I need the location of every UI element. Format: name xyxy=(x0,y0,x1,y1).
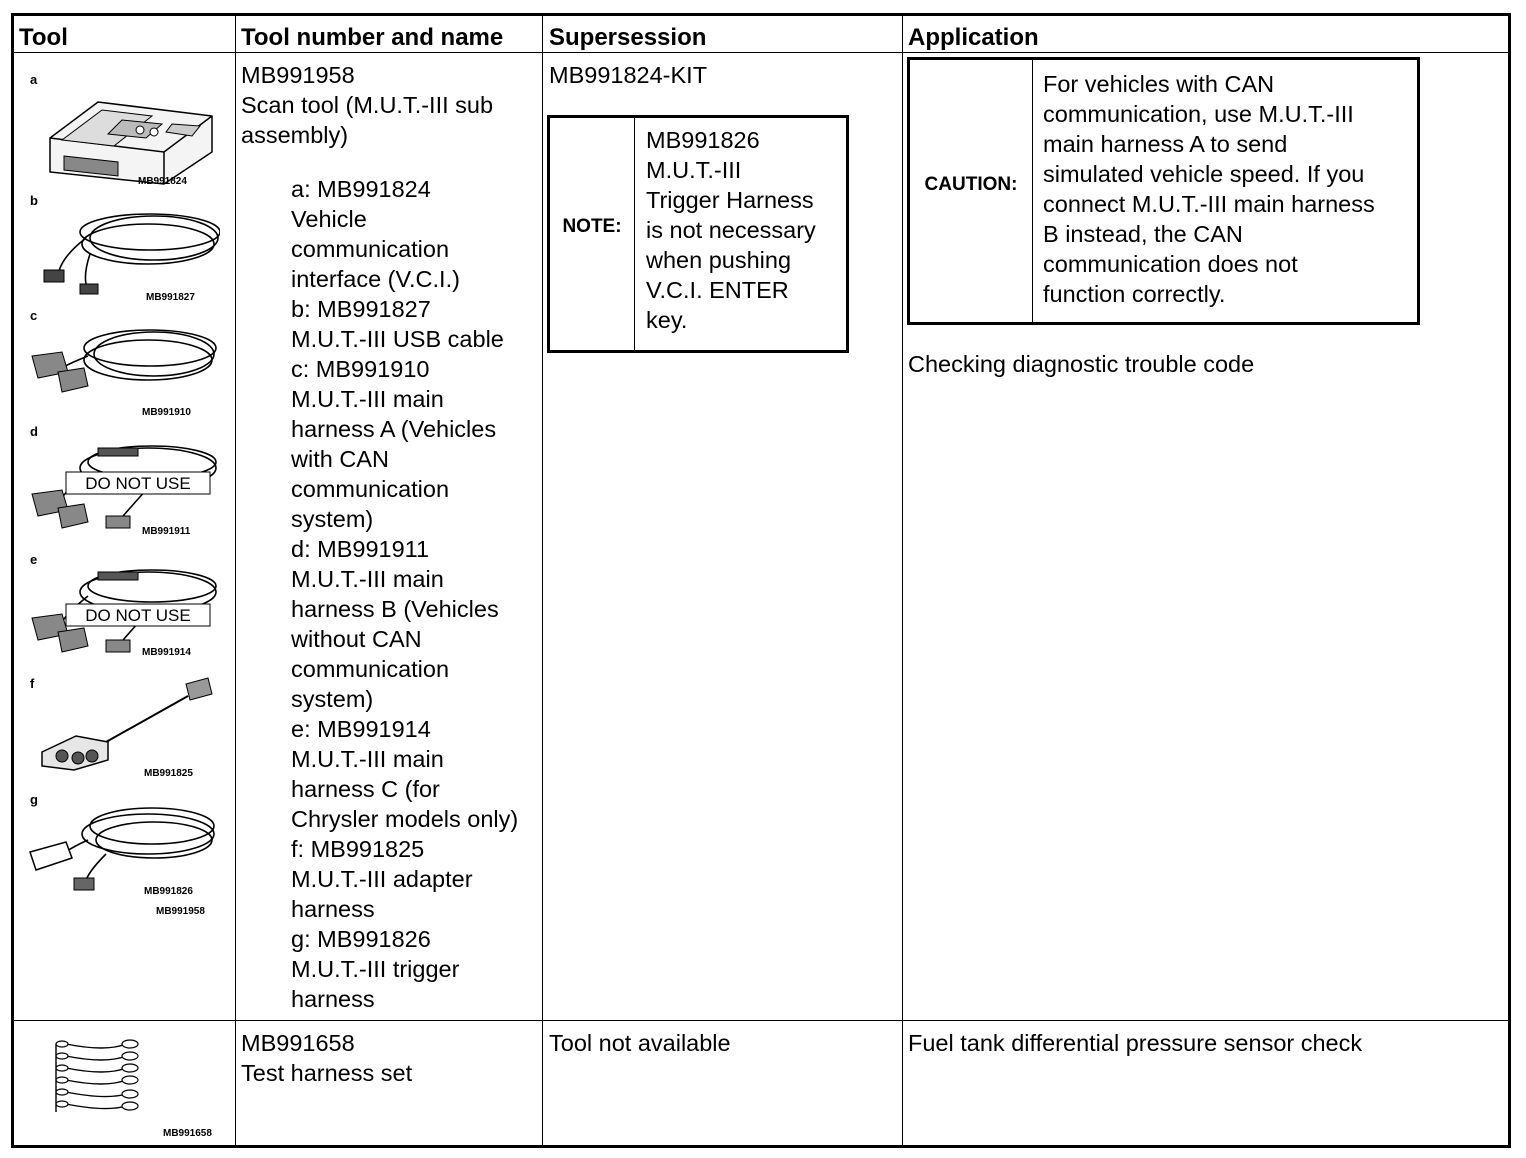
component-line: without CAN xyxy=(291,626,422,652)
note-text xyxy=(646,125,816,335)
component-line: d: MB991911 xyxy=(291,536,430,562)
adapter-harness-image xyxy=(36,672,216,772)
application-value: Fuel tank differential pressure sensor check xyxy=(908,1030,1363,1056)
tool-number: MB991658 xyxy=(241,1030,355,1056)
component-line: system) xyxy=(291,506,374,532)
component-line: interface (V.C.I.) xyxy=(291,266,460,292)
illustration-letter: a xyxy=(30,72,38,87)
component-line: b: MB991827 xyxy=(291,296,431,322)
caution-line: For vehicles with CAN xyxy=(1043,71,1275,97)
part-number-label: MB991826 xyxy=(144,886,193,897)
row-divider xyxy=(14,1020,1508,1021)
component-line: harness xyxy=(291,986,375,1012)
do-not-use-label: DO NOT USE xyxy=(85,474,191,493)
caution-line: function correctly. xyxy=(1043,281,1226,307)
caution-line: simulated vehicle speed. If you xyxy=(1043,161,1365,187)
do-not-use-label: DO NOT USE xyxy=(85,606,191,625)
column-divider xyxy=(542,16,543,1145)
tool-number-name-cell xyxy=(241,60,541,1014)
part-number-label: MB991827 xyxy=(146,292,195,303)
caution-line: connect M.U.T.-III main harness xyxy=(1043,191,1375,217)
column-divider xyxy=(235,16,236,1145)
tool-number: MB991958 xyxy=(241,62,355,88)
component-line: g: MB991826 xyxy=(291,926,431,952)
tool-name: Test harness set xyxy=(241,1060,413,1086)
note-line: MB991826 xyxy=(646,127,760,153)
illustration-letter: g xyxy=(30,792,38,807)
illustration-letter: c xyxy=(30,308,38,323)
header-tool-number-name: Tool number and name xyxy=(241,24,504,51)
header-tool: Tool xyxy=(19,24,68,51)
column-divider xyxy=(902,16,903,1145)
application-value: Checking diagnostic trouble code xyxy=(908,351,1255,377)
caution-line: communication, use M.U.T.-III xyxy=(1043,101,1354,127)
part-number-label: MB991658 xyxy=(163,1128,212,1139)
main-harness-b-image xyxy=(28,432,220,532)
note-box xyxy=(547,115,849,353)
caution-divider xyxy=(1032,60,1033,322)
main-harness-c-image xyxy=(28,556,220,656)
header-divider xyxy=(14,52,1508,53)
component-line: f: MB991825 xyxy=(291,836,425,862)
component-line: M.U.T.-III USB cable xyxy=(291,326,504,352)
supersession-value: Tool not available xyxy=(549,1030,731,1056)
component-line: communication xyxy=(291,236,450,262)
tool-name-line: Scan tool (M.U.T.-III sub xyxy=(241,92,494,118)
header-application: Application xyxy=(908,24,1039,51)
part-number-label: MB991914 xyxy=(142,647,191,658)
part-number-label: MB991825 xyxy=(144,768,193,779)
component-line: M.U.T.-III main xyxy=(291,746,444,772)
component-line: Vehicle xyxy=(291,206,367,232)
header-supersession: Supersession xyxy=(549,24,707,51)
component-line: communication xyxy=(291,656,450,682)
caution-box xyxy=(907,57,1420,325)
component-line: communication xyxy=(291,476,450,502)
tool-table xyxy=(11,13,1511,1148)
part-number-label: MB991911 xyxy=(142,526,191,537)
component-line: harness xyxy=(291,896,375,922)
supersession-value: MB991824-KIT xyxy=(549,62,708,88)
caution-line: communication does not xyxy=(1043,251,1298,277)
note-label: NOTE: xyxy=(562,216,622,237)
note-line: Trigger Harness xyxy=(646,187,814,213)
component-line: e: MB991914 xyxy=(291,716,431,742)
note-divider xyxy=(634,118,635,350)
usb-cable-image xyxy=(30,198,220,298)
caution-line: main harness A to send xyxy=(1043,131,1288,157)
part-number-label: MB991824 xyxy=(138,176,187,187)
component-line: Chrysler models only) xyxy=(291,806,519,832)
test-harness-set-image xyxy=(46,1034,176,1134)
caution-line: B instead, the CAN xyxy=(1043,221,1243,247)
component-line: M.U.T.-III main xyxy=(291,566,444,592)
component-line: harness C (for xyxy=(291,776,440,802)
illustration-letter: e xyxy=(30,552,38,567)
illustration-letter: f xyxy=(30,676,35,691)
component-line: a: MB991824 xyxy=(291,176,431,202)
component-line: with CAN xyxy=(291,446,389,472)
component-list xyxy=(241,174,541,1014)
note-line: when pushing xyxy=(646,247,792,273)
caution-text xyxy=(1043,69,1375,309)
vci-device-image xyxy=(42,80,222,190)
illustration-letter: d xyxy=(30,424,38,439)
part-number-label: MB991958 xyxy=(156,906,205,917)
component-line: system) xyxy=(291,686,374,712)
note-line: key. xyxy=(646,307,688,333)
trigger-harness-image xyxy=(26,796,218,896)
note-line: M.U.T.-III xyxy=(646,157,742,183)
main-harness-a-image xyxy=(28,316,220,406)
caution-label: CAUTION: xyxy=(924,174,1018,195)
tool-name-line: assembly) xyxy=(241,122,349,148)
component-line: M.U.T.-III main xyxy=(291,386,444,412)
component-line: M.U.T.-III trigger xyxy=(291,956,460,982)
component-line: harness B (Vehicles xyxy=(291,596,499,622)
component-line: harness A (Vehicles xyxy=(291,416,497,442)
note-line: V.C.I. ENTER xyxy=(646,277,789,303)
component-line: c: MB991910 xyxy=(291,356,430,382)
part-number-label: MB991910 xyxy=(142,407,191,418)
component-line: M.U.T.-III adapter xyxy=(291,866,473,892)
illustration-letter: b xyxy=(30,193,38,208)
tool-number-name-cell xyxy=(241,1028,412,1088)
note-line: is not necessary xyxy=(646,217,816,243)
